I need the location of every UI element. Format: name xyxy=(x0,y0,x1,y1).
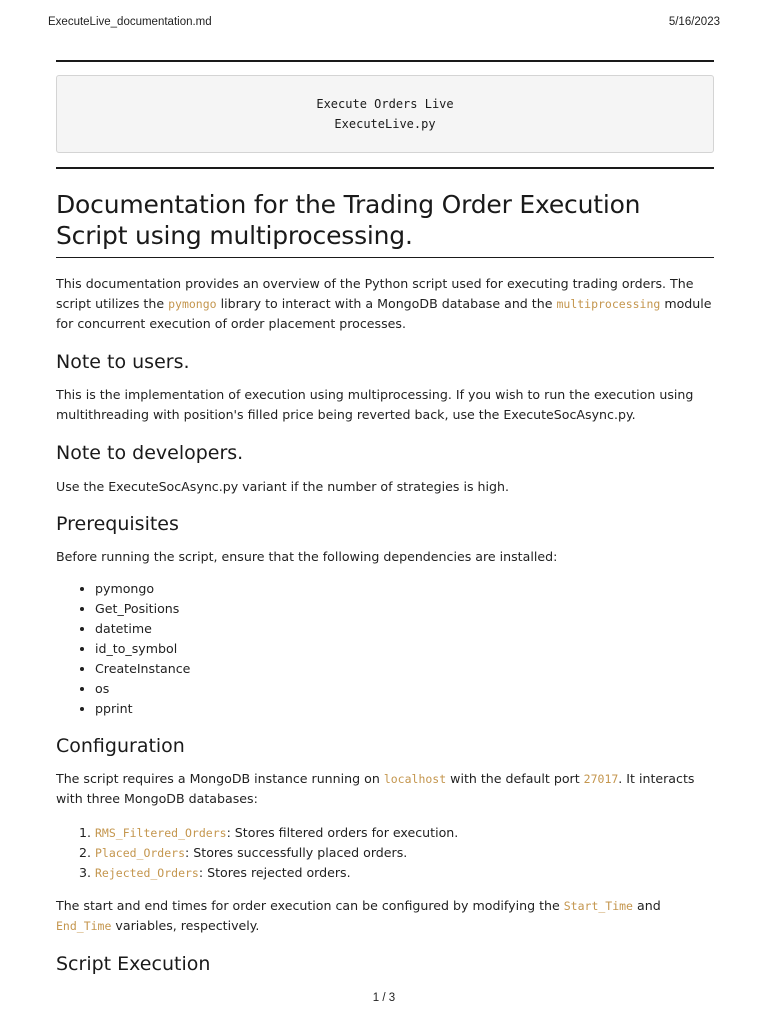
heading-prerequisites: Prerequisites xyxy=(56,513,179,535)
list-item: • os xyxy=(95,679,714,699)
inline-code-start-time: Start_Time xyxy=(563,899,633,913)
list-item: • datetime xyxy=(95,619,714,639)
list-item: • pprint xyxy=(95,699,714,719)
inline-code-end-time: End_Time xyxy=(56,919,112,933)
section-rule xyxy=(56,167,714,169)
heading-script-execution: Script Execution xyxy=(56,953,211,975)
timing-paragraph xyxy=(56,896,714,936)
inline-code-db: RMS_Filtered_Orders xyxy=(95,826,227,840)
inline-code-multiprocessing: multiprocessing xyxy=(556,297,661,311)
inline-code-port: 27017 xyxy=(583,772,619,786)
print-filename: ExecuteLive_documentation.md xyxy=(48,16,212,28)
database-list xyxy=(56,823,714,883)
top-rule xyxy=(56,60,714,62)
db-description: : Stores filtered orders for execution. xyxy=(226,825,459,840)
db-description: : Stores successfully placed orders. xyxy=(185,845,408,860)
code-line-filename: ExecuteLive.py xyxy=(334,117,436,131)
header-code-block xyxy=(56,75,714,153)
inline-code-pymongo: pymongo xyxy=(168,297,217,311)
prerequisites-text: Before running the script, ensure that the following dependencies are installed: xyxy=(56,549,558,564)
list-item xyxy=(95,863,714,883)
print-header xyxy=(48,16,720,32)
list-item xyxy=(95,843,714,863)
list-item: • id_to_symbol xyxy=(95,639,714,659)
note-developers-text: Use the ExecuteSocAsync.py variant if the number of strategies is high. xyxy=(56,479,509,494)
list-item xyxy=(95,823,714,843)
config-text-2: with the default port xyxy=(446,771,584,786)
config-text-1: The script requires a MongoDB instance running on xyxy=(56,771,384,786)
list-item: • pymongo xyxy=(95,579,714,599)
inline-code-db: Placed_Orders xyxy=(95,846,186,860)
list-item: • Get_Positions xyxy=(95,599,714,619)
print-date: 5/16/2023 xyxy=(668,16,720,28)
intro-text-3: module for concurrent execution of order placement processes. xyxy=(56,296,712,331)
note-users-text: This is the implementation of execution using multiprocessing. If you wish to run the execution using multithreading with position's filled price being reverted back, use the ExecuteSocAsync.py. xyxy=(56,387,694,422)
document-title: Documentation for the Trading Order Execution Script using multiprocessing. xyxy=(56,189,714,258)
prerequisites-list xyxy=(56,579,714,719)
intro-text-1: This documentation provides an overview of the Python script used for executing trading orders. The script utilizes the xyxy=(56,276,694,311)
page-number: 1 / 3 xyxy=(372,992,396,1004)
config-text-3: . It interacts with three MongoDB databases: xyxy=(56,771,695,806)
db-description: : Stores rejected orders. xyxy=(198,865,351,880)
configuration-paragraph xyxy=(56,769,714,809)
document-page xyxy=(56,60,714,976)
timing-text-1: The start and end times for order execution can be configured by modifying the xyxy=(56,898,564,913)
heading-configuration: Configuration xyxy=(56,735,185,757)
list-item: • CreateInstance xyxy=(95,659,714,679)
intro-text-2: library to interact with a MongoDB database and the xyxy=(216,296,557,311)
intro-paragraph xyxy=(56,274,714,334)
inline-code-db: Rejected_Orders xyxy=(95,866,199,880)
timing-text-3: variables, respectively. xyxy=(111,918,260,933)
timing-text-2: and xyxy=(633,898,661,913)
heading-note-users: Note to users. xyxy=(56,351,190,373)
code-line-title: Execute Orders Live xyxy=(316,97,454,111)
heading-note-developers: Note to developers. xyxy=(56,442,244,464)
inline-code-localhost: localhost xyxy=(383,772,447,786)
